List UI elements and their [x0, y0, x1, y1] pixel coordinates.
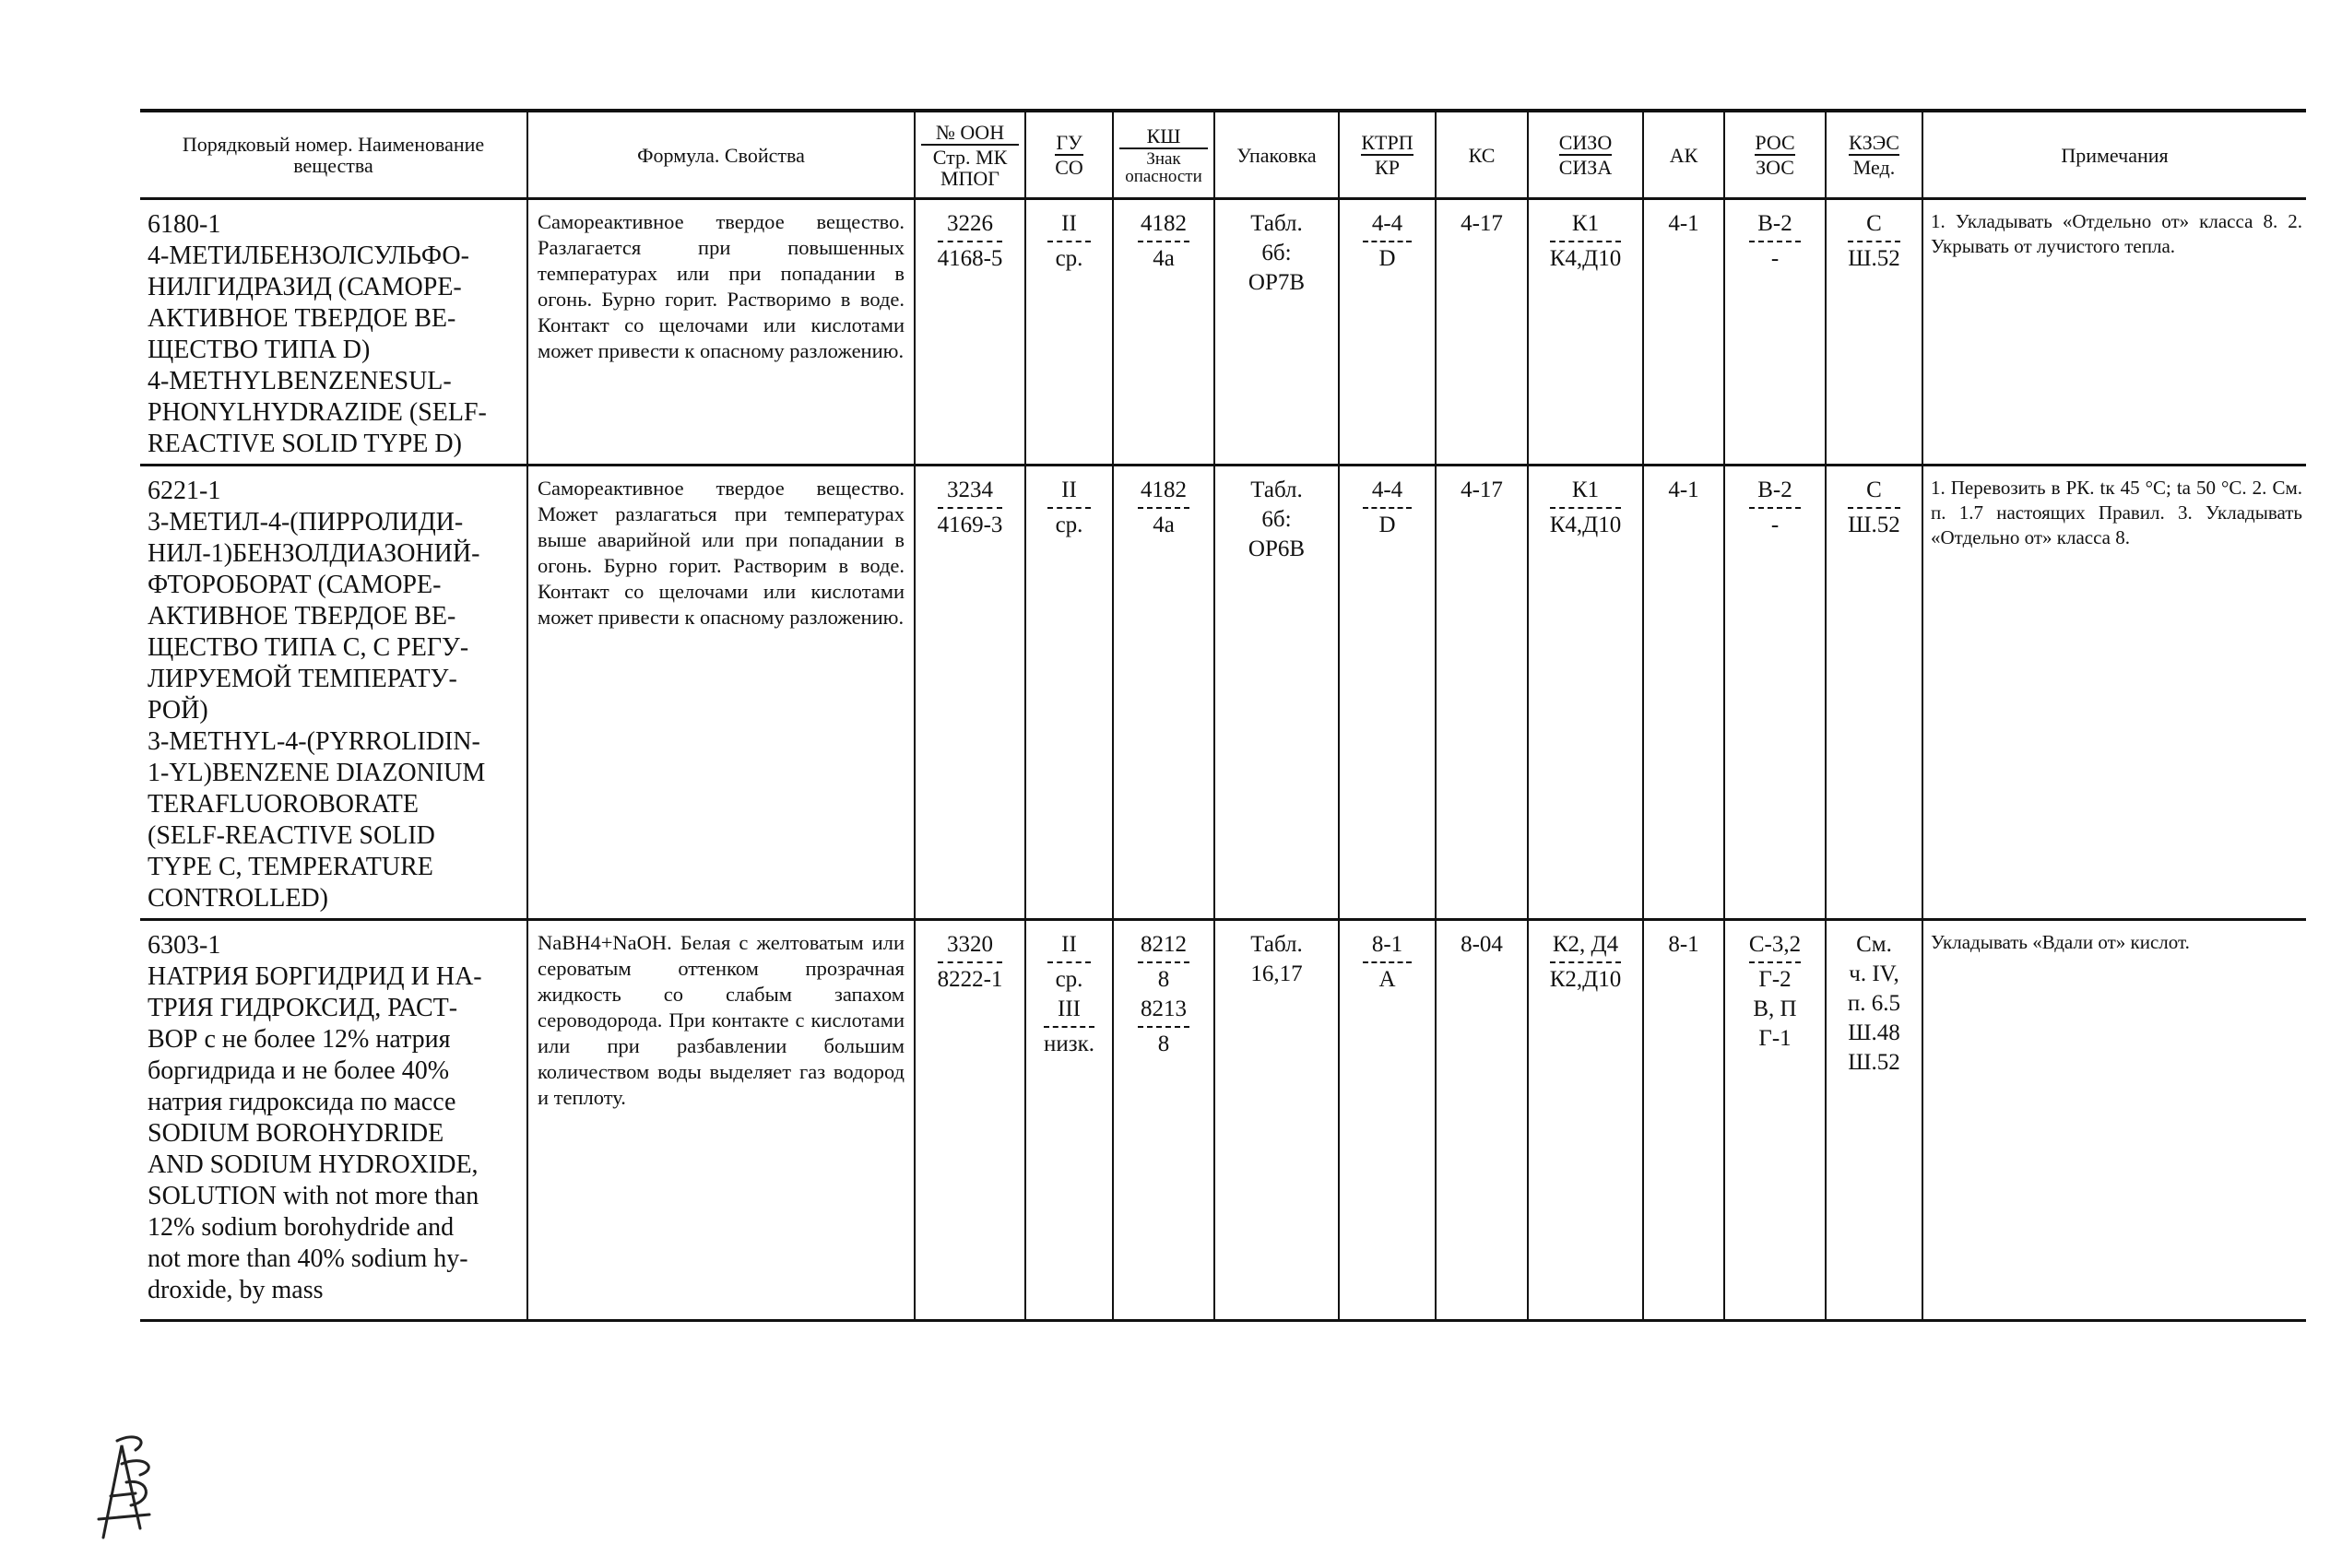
kzes-line: п. 6.5 [1847, 991, 1901, 1016]
sizo-cell [1528, 199, 1643, 466]
header-ros [1724, 111, 1826, 199]
packaging-cell [1214, 466, 1339, 920]
name-line: 6221-1 [148, 477, 221, 505]
ktrp-value: 4-4 [1363, 476, 1411, 509]
name-line: PHONYLHYDRAZIDE (SELF- [148, 398, 487, 427]
name-line: 12% sodium borohydride and [148, 1213, 455, 1242]
header-gu [1025, 111, 1113, 199]
name-line: 3-МЕТИЛ-4-(ПИРРОЛИДИ- [148, 508, 464, 536]
gu-cell [1025, 466, 1113, 920]
kzes-cell [1826, 920, 1922, 1321]
kzes-line: См. [1856, 932, 1892, 957]
name-line: НИЛГИДРАЗИД (САМОРЕ- [148, 273, 462, 301]
kzes-line: Ш.52 [1848, 1050, 1900, 1075]
substance-name [140, 199, 527, 466]
header-ktrp [1339, 111, 1436, 199]
formula-properties: NaBH4+NaOH. Белая с желтоватым или сероватым оттенком прозрачная жидкость со слабым запахом сероводорода. При контакте с кислотами или при разбавлении большим количеством воды выделяет газ водород и теплоту. [527, 920, 915, 1321]
name-line: (SELF-REACTIVE SOLID [148, 821, 435, 850]
header-kzes-bottom: Мед. [1852, 156, 1896, 179]
name-line: ФТОРОБОРАТ (САМОРЕ- [148, 571, 442, 599]
header-ksh [1113, 111, 1214, 199]
table-row [140, 199, 2306, 466]
co-value: ср. [1055, 967, 1083, 992]
name-line: 6303-1 [148, 931, 221, 960]
header-gu-bottom: СО [1055, 156, 1083, 179]
dangerous-goods-table [140, 109, 2306, 1322]
kzes-cell [1826, 199, 1922, 466]
name-line: 4-METHYLBENZENESUL- [148, 367, 452, 395]
name-line: ЩЕСТВО ТИПА С, С РЕГУ- [148, 633, 469, 662]
header-ktrp-top: КТРП [1361, 131, 1413, 154]
header-gu-top: ГУ [1056, 131, 1082, 154]
packaging-cell [1214, 199, 1339, 466]
name-line: АКТИВНОЕ ТВЕРДОЕ ВЕ- [148, 304, 456, 333]
header-un [915, 111, 1025, 199]
ks-value: 4-17 [1436, 199, 1528, 466]
ros-cell [1724, 466, 1826, 920]
zos-value: - [1770, 513, 1780, 537]
name-line: not more than 40% sodium hy- [148, 1244, 468, 1273]
header-ak: АК [1643, 111, 1724, 199]
kzes-cell [1826, 466, 1922, 920]
hazard-sign-2: 8 [1157, 1032, 1170, 1056]
sizo-cell [1528, 920, 1643, 1321]
mk-mpog-page: 4168-5 [937, 246, 1003, 271]
formula-properties: Самореактивное твердое вещество. Разлагается при повышенных температурах или при попадании в огонь. Бурно горит. Растворимо в воде. Контакт со щелочами или кислотами может привести к опасному разложению. [527, 199, 915, 466]
header-ros-bottom: ЗОС [1756, 156, 1794, 179]
name-line: 1-YL)BENZENE DIAZONIUM [148, 759, 486, 787]
hazard-sign: 4а [1153, 246, 1175, 271]
kr-value: D [1378, 513, 1396, 537]
sizo-value: К1 [1550, 209, 1621, 242]
table-row [140, 466, 2306, 920]
ktrp-value: 4-4 [1363, 209, 1411, 242]
name-line: натрия гидроксида по массе [148, 1088, 456, 1116]
kzes-line: ч. IV, [1849, 961, 1899, 986]
header-ks: КС [1436, 111, 1528, 199]
formula-properties: Самореактивное твердое вещество. Может разлагаться при температурах выше аварийной или при попадании в огонь. Бурно горит. Растворим в воде. Контакт со щелочами или кислотами может привести к опасному разложению. [527, 466, 915, 920]
substance-name [140, 466, 527, 920]
name-line: droxide, by mass [148, 1276, 324, 1304]
name-line: ВОР с не более 12% натрия [148, 1025, 451, 1054]
ksh-cell [1113, 199, 1214, 466]
header-sizo-top: СИЗО [1558, 131, 1613, 154]
ros-line: В, П [1753, 996, 1797, 1021]
header-name: Порядковый номер. Наименование вещества [182, 133, 485, 177]
name-line: REACTIVE SOLID TYPE D) [148, 430, 462, 458]
notes: 1. Укладывать «Отдельно от» класса 8. 2. Укрывать от лучистого тепла. [1922, 199, 2306, 466]
kr-value: А [1378, 967, 1396, 992]
name-line: ЩЕСТВО ТИПА D) [148, 336, 371, 364]
ksh-value-2: 8213 [1138, 995, 1189, 1028]
un-number-cell [915, 199, 1025, 466]
sizo-cell [1528, 466, 1643, 920]
zos-value: - [1770, 246, 1780, 271]
ktrp-cell [1339, 466, 1436, 920]
med-value: Ш.52 [1848, 513, 1900, 537]
mk-mpog-page: 8222-1 [937, 967, 1003, 992]
handwritten-page-mark [85, 1427, 168, 1547]
packaging-line: Табл. [1250, 211, 1303, 236]
ktrp-cell [1339, 920, 1436, 1321]
name-line: ЛИРУЕМОЙ ТЕМПЕРАТУ- [148, 665, 457, 693]
packaging-line: Табл. [1250, 477, 1303, 502]
ksh-value: 4182 [1138, 209, 1189, 242]
header-un-bottom: Стр. МК МПОГ [932, 145, 1008, 190]
kzes-value: С [1848, 476, 1899, 509]
siza-value: К4,Д10 [1549, 513, 1622, 537]
ros-cell [1724, 920, 1826, 1321]
name-line: TYPE C, TEMPERATURE [148, 853, 433, 881]
ros-value: В-2 [1749, 476, 1800, 509]
substance-name [140, 920, 527, 1321]
un-number: 3234 [938, 476, 1003, 509]
notes: Укладывать «Вдали от» кислот. [1922, 920, 2306, 1321]
name-line: ТРИЯ ГИДРОКСИД, РАСТ- [148, 994, 458, 1022]
packaging-line: Табл. [1250, 932, 1303, 957]
packaging-cell [1214, 920, 1339, 1321]
ak-value: 8-1 [1643, 920, 1724, 1321]
ros-line: Г-1 [1758, 1026, 1792, 1051]
name-line: SOLUTION with not more than [148, 1182, 479, 1210]
table-row [140, 920, 2306, 1321]
med-value: Ш.52 [1848, 246, 1900, 271]
header-kzes-top: КЗЭС [1849, 131, 1899, 154]
name-line: SODIUM BOROHYDRIDE [148, 1119, 444, 1148]
kr-value: D [1378, 246, 1396, 271]
gu-cell [1025, 199, 1113, 466]
packaging-line: ОР7В [1248, 270, 1306, 295]
header-ktrp-bottom: КР [1375, 156, 1400, 179]
packaging-line: 6б: [1261, 507, 1292, 532]
siza-value: К2,Д10 [1549, 967, 1622, 992]
sizo-value: К2, Д4 [1550, 930, 1621, 963]
name-line: 3-METHYL-4-(PYRROLIDIN- [148, 727, 480, 756]
name-line: 4-МЕТИЛБЕНЗОЛСУЛЬФО- [148, 242, 469, 270]
name-line: боргидрида и не более 40% [148, 1056, 450, 1085]
kzes-line: Ш.48 [1848, 1020, 1900, 1045]
header-formula: Формула. Свойства [527, 111, 915, 199]
name-line: AND SODIUM HYDROXIDE, [148, 1150, 479, 1179]
un-number-cell [915, 466, 1025, 920]
header-pack: Упаковка [1214, 111, 1339, 199]
gu-cell [1025, 920, 1113, 1321]
ksh-cell [1113, 466, 1214, 920]
header-notes: Примечания [1922, 111, 2306, 199]
un-number-cell [915, 920, 1025, 1321]
un-number: 3226 [938, 209, 1003, 242]
ks-value: 4-17 [1436, 466, 1528, 920]
ros-value: С-3,2 [1749, 930, 1801, 963]
packaging-line: 16,17 [1250, 961, 1303, 986]
zos-value: Г-2 [1758, 967, 1792, 992]
header-ksh-top: КШ [1119, 125, 1208, 149]
header-un-top: № ООН [921, 122, 1019, 146]
co-value-2: низк. [1043, 1032, 1095, 1056]
siza-value: К4,Д10 [1549, 246, 1622, 271]
gu-value-2: III [1044, 995, 1094, 1028]
sizo-value: К1 [1550, 476, 1621, 509]
ros-cell [1724, 199, 1826, 466]
gu-value: II [1047, 930, 1090, 963]
header-sizo-bottom: СИЗА [1558, 156, 1613, 179]
header-row [140, 111, 2306, 199]
kzes-value: С [1848, 209, 1899, 242]
ksh-value: 8212 [1138, 930, 1189, 963]
name-line: РОЙ) [148, 696, 208, 725]
hazard-sign: 8 [1157, 967, 1170, 992]
ak-value: 4-1 [1643, 199, 1724, 466]
header-kzes [1826, 111, 1922, 199]
name-line: АКТИВНОЕ ТВЕРДОЕ ВЕ- [148, 602, 456, 631]
name-line: НАТРИЯ БОРГИДРИД И НА- [148, 962, 482, 991]
hazard-sign: 4а [1153, 513, 1175, 537]
packaging-line: ОР6В [1248, 536, 1306, 561]
ktrp-cell [1339, 199, 1436, 466]
ksh-value: 4182 [1138, 476, 1189, 509]
header-sizo [1528, 111, 1643, 199]
gu-value: II [1047, 476, 1090, 509]
ros-value: В-2 [1749, 209, 1800, 242]
name-line: 6180-1 [148, 210, 221, 239]
co-value: ср. [1055, 246, 1083, 271]
packaging-line: 6б: [1261, 241, 1292, 265]
ktrp-value: 8-1 [1363, 930, 1411, 963]
co-value: ср. [1055, 513, 1083, 537]
ksh-cell [1113, 920, 1214, 1321]
notes: 1. Перевозить в РК. tк 45 °С; tа 50 °С. 2. См. п. 1.7 настоящих Правил. 3. Укладывать «Отдельно от» класса 8. [1922, 466, 2306, 920]
ak-value: 4-1 [1643, 466, 1724, 920]
mk-mpog-page: 4169-3 [937, 513, 1003, 537]
gu-value: II [1047, 209, 1090, 242]
header-ros-top: РОС [1755, 131, 1795, 154]
name-line: CONTROLLED) [148, 884, 328, 913]
document-table-region [140, 109, 2302, 1322]
un-number: 3320 [938, 930, 1003, 963]
ks-value: 8-04 [1436, 920, 1528, 1321]
name-line: НИЛ-1)БЕНЗОЛДИАЗОНИЙ- [148, 539, 480, 568]
header-ksh-bottom: Знак опасности [1125, 148, 1202, 186]
name-line: TERAFLUOROBORATE [148, 790, 420, 819]
